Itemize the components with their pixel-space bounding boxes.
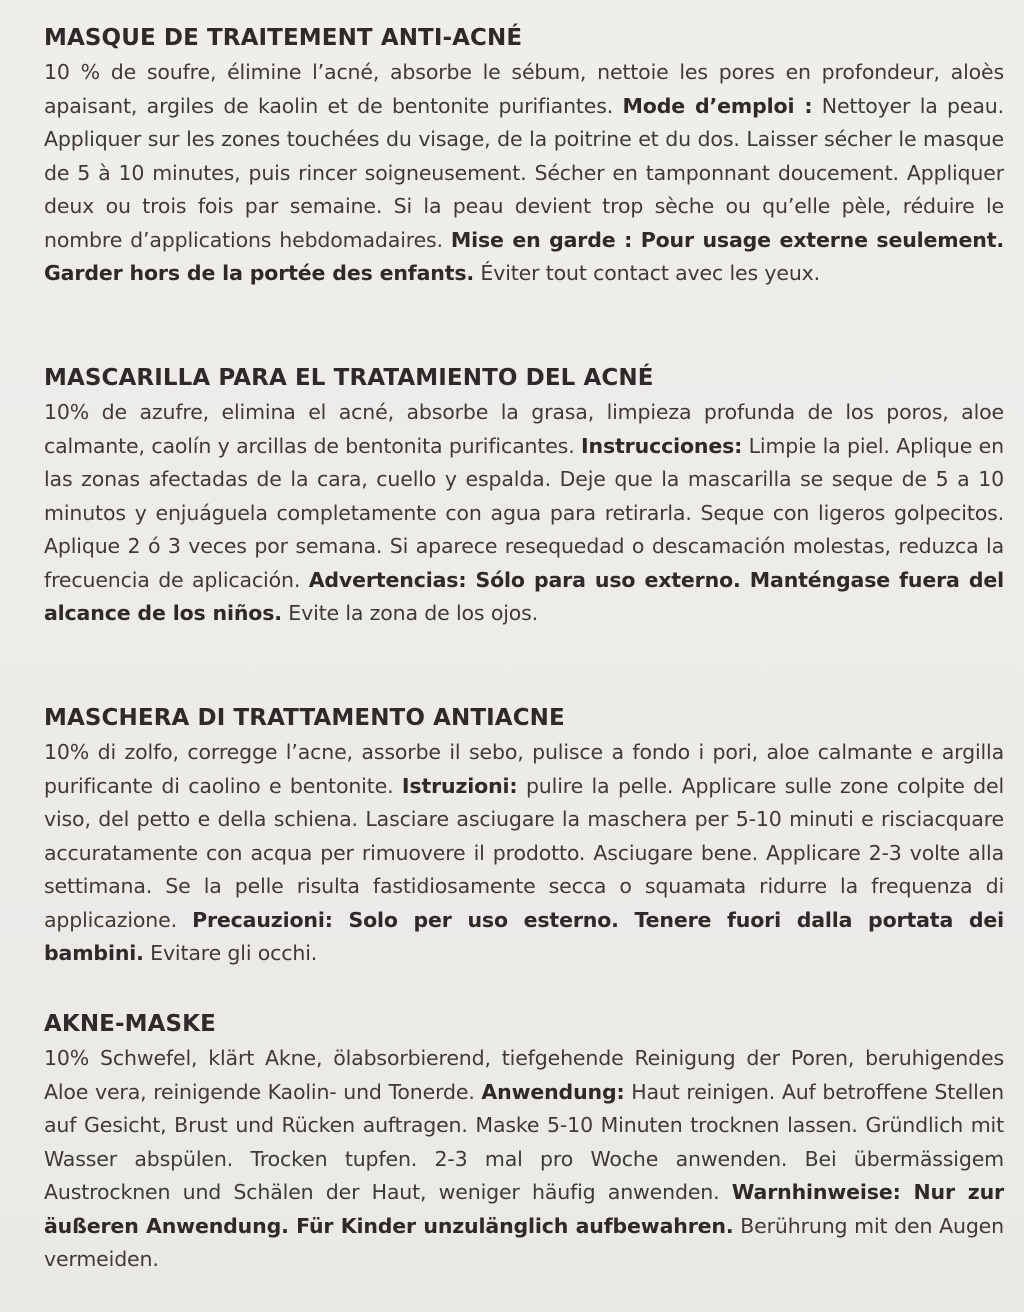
- section-french: [44, 20, 1004, 291]
- section-heading: MASCHERA DI TRATTAMENTO ANTIACNE: [44, 705, 565, 731]
- body-bold-text: Mise en garde : Pour usage externe seulement. Garder hors de la portée des enfants.: [44, 227, 1004, 285]
- section-body: [44, 396, 1004, 631]
- body-text: Éviter tout contact avec les yeux.: [474, 261, 821, 285]
- body-text: Limpie la piel. Aplique en las zonas afectadas de la cara, cuello y espalda. Deje que la mascarilla se seque de 5 a 10 minutos y enjuáguela completamente con agua para retirarla. Seque con ligeros golpecitos. Aplique 2 ó 3 veces por semana. Si aparece resequedad o descamación molestas, reduzca la frecuencia de aplicación.: [44, 433, 1004, 592]
- section-spanish: [44, 360, 1004, 631]
- body-bold-text: Anwendung:: [481, 1079, 625, 1104]
- section-body: [44, 56, 1004, 291]
- body-text: Berührung mit den Augen vermeiden.: [44, 1213, 1004, 1271]
- section-body: [44, 736, 1004, 971]
- body-text: 10% de azufre, elimina el acné, absorbe la grasa, limpieza profunda de los poros, aloe calmante, caolín y arcillas de bentonita purificantes.: [44, 400, 1004, 458]
- body-bold-text: Mode d’emploi :: [622, 93, 813, 118]
- body-text: 10 % de soufre, élimine l’acné, absorbe le sébum, nettoie les pores en profondeur, aloès apaisant, argiles de kaolin et de bentonite purifiantes.: [44, 60, 1004, 118]
- body-text: Evitare gli occhi.: [143, 941, 318, 965]
- section-heading: AKNE-MASKE: [44, 1011, 216, 1037]
- body-text: Nettoyer la peau. Appliquer sur les zones touchées du visage, de la poitrine et du dos. Laisser sécher le masque de 5 à 10 minutes, puis rincer soigneusement. Sécher en tamponnant doucement. Appliquer deux ou trois fois par semaine. Si la peau devient trop sèche ou qu’elle pèle, réduire le nombre d’applications hebdomadaires.: [44, 93, 1004, 252]
- section-heading: MASQUE DE TRAITEMENT ANTI-ACNÉ: [44, 25, 523, 51]
- body-text: 10% Schwefel, klärt Akne, ölabsorbierend, tiefgehende Reinigung der Poren, beruhigendes Aloe vera, reinigende Kaolin- und Tonerde.: [44, 1046, 1004, 1104]
- section-italian: [44, 700, 1004, 971]
- section-german: [44, 1006, 1004, 1277]
- section-body: [44, 1042, 1004, 1277]
- body-bold-text: Instrucciones:: [581, 433, 743, 458]
- body-text: Haut reinigen. Auf betroffene Stellen auf Gesicht, Brust und Rücken auftragen. Maske 5-10 Minuten trocknen lassen. Gründlich mit Wasser abspülen. Trocken tupfen. 2-3 mal pro Woche anwenden. Bei übermässigem Austrocknen und Schälen der Haut, weniger häufig anwenden.: [44, 1079, 1004, 1204]
- section-heading: MASCARILLA PARA EL TRATAMIENTO DEL ACNÉ: [44, 365, 654, 391]
- body-bold-text: Advertencias: Sólo para uso externo. Manténgase fuera del alcance de los niños.: [44, 567, 1005, 625]
- body-bold-text: Istruzioni:: [401, 773, 518, 798]
- body-bold-text: Precauzioni: Solo per uso esterno. Tenere fuori dalla portata dei bambini.: [44, 907, 1004, 965]
- body-text: Evite la zona de los ojos.: [281, 601, 539, 625]
- body-bold-text: Warnhinweise: Nur zur äußeren Anwendung. Für Kinder unzulänglich aufbewahren.: [44, 1180, 1004, 1238]
- body-text: 10% di zolfo, corregge l’acne, assorbe il sebo, pulisce a fondo i pori, aloe calmante e argilla purificante di caolino e bentonite.: [44, 740, 1004, 798]
- body-text: pulire la pelle. Applicare sulle zone colpite del viso, del petto e della schiena. Lasciare asciugare la maschera per 5-10 minuti e risciacquare accuratamente con acqua per rimuovere il prodotto. Asciugare bene. Applicare 2-3 volte alla settimana. Se la pelle risulta fastidiosamente secca o squamata ridurre la frequenza di applicazione.: [44, 773, 1004, 932]
